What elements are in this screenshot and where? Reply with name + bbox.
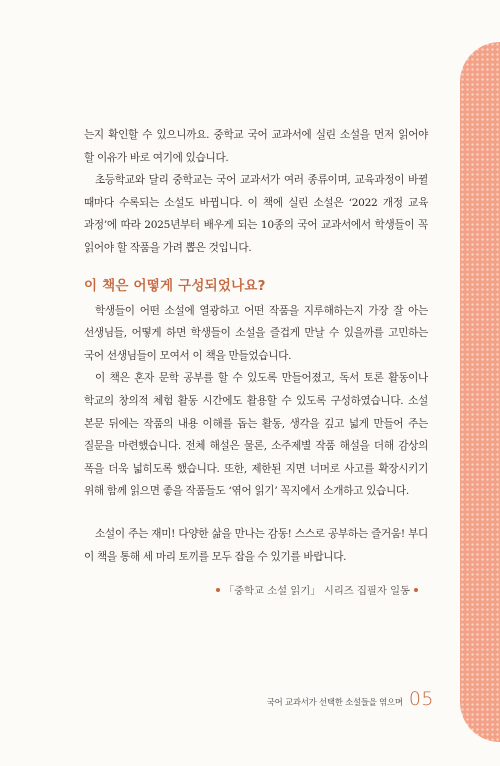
signature [84, 582, 428, 600]
bullet-dot-icon [414, 588, 418, 592]
page-number: 05 [408, 688, 434, 710]
body-paragraph: 초등학교와 달리 중학교는 국어 교과서가 여러 종류이며, 교육과정이 바뀔 때마다 수록되는 소설도 바뀝니다. 이 책에 실린 소설은 ‘2022 개정 교육 과정’에 따라 2025년부터 배우게 되는 10종의 국어 교과서에서 학생들이 꼭 읽어야 할 작품을 가려 뽑은 것입니다. [84, 174, 428, 254]
closing-paragraph: 소설이 주는 재미! 다양한 삶을 만나는 감동! 스스로 공부하는 즐거움! 부디 이 책을 통해 세 마리 토끼를 모두 잡을 수 있기를 바랍니다. [84, 527, 428, 563]
bullet-dot-icon [216, 588, 220, 592]
section-heading: 이 책은 어떻게 구성되었나요? [84, 277, 266, 294]
intro-section [84, 124, 428, 260]
page-content [84, 124, 428, 600]
chapter-edge-tab [460, 42, 500, 742]
body-paragraph: 이 책은 혼자 문학 공부를 할 수 있도록 만들어졌고, 독서 토론 활동이나 학교의 창의적 체험 활동 시간에도 활용할 수 있도록 구성하였습니다. 소설 본문 뒤에는 작품의 내용 이해를 돕는 활동, 생각을 깊고 넓게 만들어 주는 질문을 마련했습니다. 전체 해설은 물론, 소주제별 작품 해설을 더해 감상의 폭을 더욱 넓히도록 했습니다. 또한, 제한된 지면 너머로 사고를 확장시키기 위해 함께 읽으면 좋을 작품들도 ‘엮어 읽기’ 꼭지에서 소개하고 있습니다. [84, 372, 428, 498]
page-footer [267, 688, 434, 710]
signature-text: 「중학교 소설 읽기」 시리즈 집필자 일동 [223, 585, 410, 598]
structure-section [84, 300, 428, 503]
running-title: 국어 교과서가 선택한 소설들을 엮으며 [266, 697, 403, 707]
body-paragraph: 는지 확인할 수 있으니까요. 중학교 국어 교과서에 실린 소설을 먼저 읽어야 할 이유가 바로 여기에 있습니다. [84, 129, 428, 164]
closing-section [84, 523, 428, 568]
body-paragraph: 학생들이 어떤 소설에 열광하고 어떤 작품을 지루해하는지 가장 잘 아는 선생님들, 어떻게 하면 학생들이 소설을 즐겁게 만날 수 있을까를 고민하는 국어 선생님들이 모여서 이 책을 만들었습니다. [84, 304, 428, 362]
